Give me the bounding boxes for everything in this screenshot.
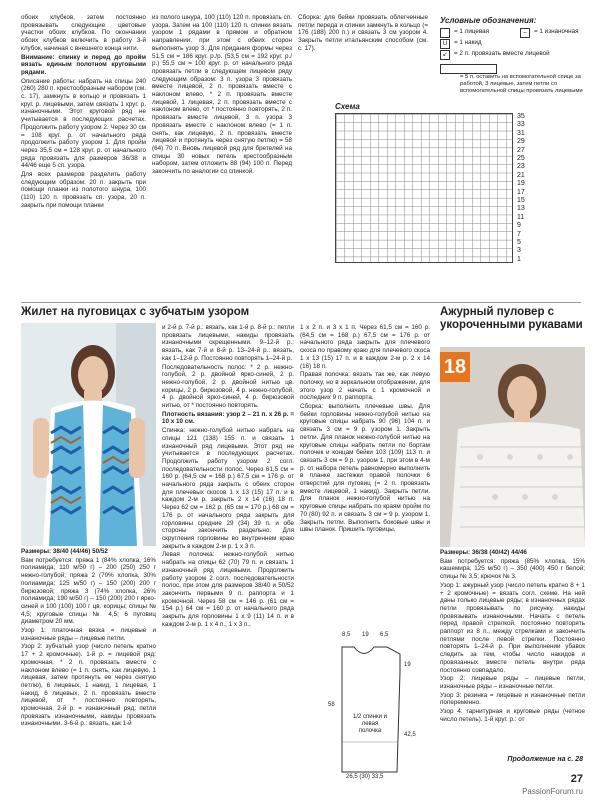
p18-col: [440, 549, 585, 724]
k2tog-icon: ↙: [440, 50, 450, 60]
top-col-2: [152, 14, 292, 177]
schematic-bottom-dim: 26,5 (30) 33,5: [346, 774, 384, 780]
top-col1-p4: Для всех размеров разделить работу следующим образом: 20 п. закрыть при помощи планки из полотого шнура, 100 (110) 120 п. провязать сп. узора, 20 п. закрыть при помощи планки: [21, 171, 146, 209]
chart-row-number: 1: [517, 255, 521, 263]
p17-gauge: Плотность вязания: узор 2 – 21 п. х 26 р. = 10 х 10 см.: [162, 410, 294, 426]
legend-title: Условные обозначения:: [440, 16, 537, 25]
knit-stitch-icon: [440, 28, 450, 38]
chart-row-number: 27: [517, 146, 525, 154]
p17-back: Спинка: нежно-голубой нитью набрать на спицы 121 (138) 155 п. и связать 1 изнаночный ряд лицевыми. Этот ряд не учитывается в последующих расчетах. Продолжить работу узором 2 согл. последовательности полос. Через 61,5 см = 160 р. (64,5 см = 168 р.) 67,5 см = 176 р. от начального ряда закрыть с обеих сторон для плечевых скосов 1 х 13 (15) 17 п. и в каждом 2-м р. закрыть 2 х 14 (16) 18 п. Через 62 см = 162 р. (65 см = 170 р.) 68 см = 176 р. от начального ряда закрыть для горловины средние 29 (34) 39 п. и обе стороны закончить раздельно. Для скругления горловины во внутреннем краю закрыть в каждом 2-м р. 1 х 3 п.: [162, 427, 294, 550]
p18-number-badge: 18: [440, 352, 470, 382]
schematic-mid-dim: 42,5: [404, 732, 416, 738]
chart-row-numbers: [517, 113, 537, 263]
page-number: 27: [570, 773, 583, 785]
purl-stitch-icon: –: [520, 28, 530, 38]
legend-text-purl: = 1 изнаночная: [534, 28, 579, 35]
legend-row-k2tog: [440, 50, 590, 60]
p17-col-2: [162, 324, 294, 629]
p17-col3-p1: 1 х 2 п. и 3 х 1 п. Через 61,5 см = 160 р. (64,5 см = 168 р.) 67,5 см = 176 р. от начального ряда закрыть для плечевого скоса по правому краю для плечевого скоса 1 х 13 (15) 17 п. и в каждом 2-м р. 2 х 14 (16) 18 п.: [300, 324, 430, 370]
legend-text-cable: = 5 п. оставить на вспомогательной спице за работой, 3 лицевые, затем петли со вспомогательной спицы провязать лицевыми: [460, 74, 583, 94]
schematic-right-dim: 19: [404, 662, 411, 668]
schema-title: Схема: [335, 102, 360, 111]
chart-row-number: 33: [517, 121, 525, 129]
top-col-3: [298, 14, 428, 54]
p17-pattern1: Узор 1: платочная вязка = лицевые и изнаночные ряды – лицевые петли.: [21, 627, 156, 642]
p17-materials: Вам потребуется: пряжа 1 (84% хлопка, 16% полиамида; 110 м/50 г) – 200 (250) 250 г нежно-голубой; пряжа 2 (70% хлопка, 30% полиамида; 125 м/50 г) – 150 (200) 200 г бирюзовой; пряжа 3 (74% хлопка, 26% полиамида; 190 м/50 г) – 150 (200) 200 г ярко-синей и 100 (100) 100 г цв. корицы; спицы № 4,5; круговые спицы № 4,5; 6 пуговиц диаметром 20 мм.: [21, 556, 156, 626]
chart-row-number: 7: [517, 230, 521, 238]
p17-right-front: Правая полочка: вязать так же, как левую полочку, но в зеркальном отображении, для этого узор 2 начать с 1 кромочной и последних 9 п. раппорта.: [300, 371, 430, 402]
site-watermark: PassionForum.ru: [522, 787, 583, 796]
legend-row-yarnover: [440, 39, 580, 49]
p18-pattern1: Узор 1: ажурный узор (число петель кратно 8 + 1 + 2 кромочные) = вязать согл. схеме. На ней даны только лицевые ряды; в изнаночных рядах петли провязывать по рисунку, накиды провязывать изнаночными. Начать с петель перед правой стрелкой, постоянно повторять раппорт из 8 п., между стрелками и закончить петлями после левой стрелки. Постоянно повторять 1–24-й р. При выполнении убавок следить за тем, чтобы число накидов и провязанных вместе петель внутри ряда постоянно совпадало.: [440, 581, 585, 674]
top-col1-p3: Описание работы: набрать на спицы 240 (260) 280 п. крестообразным набором (см. с. 17), замкнуть в кольцо и провязать 1 круг. р. лицевыми, затем связать 1 круг. р. изнаночными. Этот круговой ряд не учитывается в последующих расчетах. Продолжить работу узором 2. Через 30 см = 108 круг. р. от начального ряда продолжить работу узором 1. Для пройм через 35,5 см = 128 круг. р. от начального ряда провязать для размеров 36/38 и 44/46 еще 5 сп. узора.: [21, 77, 146, 170]
legend-text-yarnover: = 1 накид: [454, 39, 482, 46]
chart-row-number: 11: [517, 213, 525, 221]
chart-row-number: 3: [517, 247, 521, 255]
chart-row-number: 31: [517, 129, 525, 137]
yarn-over-icon: U: [440, 39, 450, 49]
chart-row-number: 25: [517, 155, 525, 162]
schematic-left-dim: 58: [328, 702, 335, 708]
p17-col-3: [300, 324, 430, 535]
chart-row-number: 15: [517, 197, 525, 204]
p17-title: Жилет на пуговицах с зубчатым узором: [21, 306, 250, 318]
chart-row-number: 13: [517, 205, 525, 213]
top-col1-p1: обоих клубков, затем постоянно провязывать следующие цветовые участки обоих клубков. По окончании обоих клубков включить в работу 3-й клубок, начиная с внешнего конца нити.: [21, 14, 146, 52]
chart-row-number: 17: [517, 188, 525, 196]
chart-row-number: 23: [517, 163, 525, 171]
p17-stripes: Последовательность полос: * 2 р. нежно-голубой, 2 р. двойной ярко-синей, 2 р. нежно-голубой, 2 р. двойной нитью цв. корицы, 2 р. бирюзовой, 4 р. нежно-голубой, 4 р. двойной ярко-синей, 4 р. бирюзовой нитью, от * постоянно повторять.: [162, 363, 294, 410]
chart-row-number: 9: [517, 222, 521, 230]
chart-row-number: 19: [517, 180, 525, 188]
stitch-chart: [335, 113, 513, 263]
legend-text-k2tog: = 2 п. провязать вместе лицевой: [454, 50, 550, 57]
chart-row-number: 5: [517, 239, 521, 246]
top-col-1: [21, 14, 146, 211]
section-divider: [21, 302, 581, 303]
p17-sizes: Размеры: 38/40 (44/46) 50/52: [21, 548, 108, 555]
schematic-label: 1/2 спинки и левая полочка: [353, 714, 387, 734]
p17-pattern2: Узор 2: зубчатый узор (число петель кратно 17 + 2 кромочные). 1-й р. = лицевой ряд: кромочная, * 2 п. провязать вместе с наклоном влево (= 1 п. снять, как лицевую, 1 лицевая, затем протянуть ее через снятую петлю), 6 лицевых, 1 накид, 1 лицевая, 1 накид, 6 лицевых, 2 п. провязать вместе лицевой, от * постоянно повторять, кромочная. 2-й р. = изнаночный ряд: петли провязать изнаночными, накиды провязать изнаночными. 3-6-й р.: вязать, как 1-й: [21, 643, 156, 728]
p18-sizes: Размеры: 36/38 (40/42) 44/46: [440, 549, 527, 556]
p17-left-front: Левая полочка: нежно-голубой нитью набрать на спицы 62 (70) 79 п. и связать 1 изнаночный ряд лицевыми. Продолжить работу узором 2 согл. последовательности полос, при этом для размеров 38/40 и 50/52 закончить первыми 9 п. раппорта и 1 кромочной. Через 58 см = 146 р. (61 см = 154 р.) 64 см = 160 р. от начального ряда закрыть для горловины 1 х 9 (11) 14 п. и в каждом 2-м р. 1 х 4 п., 1 х 3 п.,: [162, 551, 294, 628]
chart-row-number: 35: [517, 113, 525, 120]
legend-text-knit: = 1 лицевая: [454, 28, 490, 35]
schematic-top-dim-3: 6,5: [380, 632, 389, 638]
vest-photo-illustration: [21, 323, 156, 546]
p18-pattern4: Узор 4: гарнитурная и круговые ряды (четное число петель). 1-й круг. р.: от: [440, 708, 585, 723]
p18-pattern2: Узор 2: лицевые ряды – лицевые петли, изнаночные ряды – изнаночные петли.: [440, 675, 585, 690]
p18-title: Ажурный пуловер с укороченными рукавами: [440, 306, 583, 331]
top-col3-p1: Сборка: для бейки провязать облегченные петли переда и спинки замкнуть в кольцо (= 176 (188) 200 п.) и связать 3 см узором 4. Закрыть петли итальянским способом (см. с. 17).: [298, 14, 428, 52]
legend-row-purl: [520, 28, 590, 38]
p17-vest-photo: [21, 323, 156, 546]
p17-col-1: [21, 548, 156, 729]
p18-materials: Вам потребуется: пряжа (85% хлопка, 15% кашемира; 125 м/50 г) – 350 (400) 450 г белой; спицы № 3,5; крючок № 3.: [440, 557, 585, 581]
schematic-top-dim-2: 19: [362, 632, 369, 638]
chart-row-number: 29: [517, 138, 525, 146]
p18-pattern3: Узор 3: резинка = лицевые и изнаночные петли попеременно.: [440, 691, 585, 707]
p17-col2-p1: и 2-й р. 7-й р.: вязать, как 1-й р. 8-й р.: петли провязать лицевыми, накиды провязать изнаночными скрещенными. 9–12-й р.: вязать, как 7-й и 8-й р. 13–24-й р.: вязать, как 1–12-й р. Постоянно повторять 1–24-й р.: [162, 324, 294, 362]
p17-schematic: [312, 632, 432, 782]
p17-assembly: Сборка: выполнить плечевые швы. Для бейки горловины нежно-голубой нитью на круговые спицы набрать 90 (96) 104 п. и связать 3 см = 9 р. узором 1. Закрыть петли. Для планок нежно-голубой нитью на круговые спицы набрать петли по бортам полочек и концам бейки 103 (109) 113 п. и связать 3 см = 9 р. узором 1, при этом в 4-м р. от набора петель равномерно выполнить в планке застежки правой полочки 6 отверстий для пуговиц (= 2 п. провязать вместе лицевой, 1 накид). Закрыть петли. Для планок нежно-голубой нитью на круговые спицы набрать по краям пройм по 70 (80) 92 п. и связать 3 см = 9 р. узором 1. Закрыть петли. Выполнить боковые швы и швы планок. Пришить пуговицы.: [300, 403, 430, 534]
top-col1-p2: Внимание: спинку и перед до пройм вязать единым полотном круговыми рядами.: [21, 53, 146, 76]
schematic-top-dim-1: 8,5: [342, 632, 351, 638]
top-col2-p1: из полого шнура, 100 (110) 120 п. провязать сп. узора. Затем на 100 (110) 120 п. спинки вязать узором 1 рядами в прямом и обратном направлении, при этом с обеих сторон выполнять узор 3. Для придания формы через 51,5 см = 186 круг. р./р. (53,5 см = 192 круг. р./р.) 55,5 см = 100 круг. р. от начального ряда провязать петли в следующем лицевом ряду следующим образом: 3 п. узора 3 провязать вместе лицевой, 2 п. провязать вместе с наклоном влево, * 2 п. провязать вместе лицевой, 1 лицевая, 2 п. провязать вместе с наклоном влево, от * постоянно повторять, 2 п. провязать вместе лицевой, 3 п. узора 3 провязать вместе с наклоном влево (= 1 п. снять, как лицевую, 2 п. провязать вместе лицевой и протянуть через снятую петлю) = 58 (64) 70 п. Вновь лицевой ряд для бретелей на спицы 30 новых петель крестообразным набором, затем отложить 88 (94) 100 п. Перед закончить по аналогии со спинкой.: [152, 14, 292, 176]
p18-continuation: Продолжение на с. 28: [507, 756, 583, 763]
chart-row-number: 21: [517, 171, 525, 179]
cable-symbol-icon: [440, 64, 497, 74]
